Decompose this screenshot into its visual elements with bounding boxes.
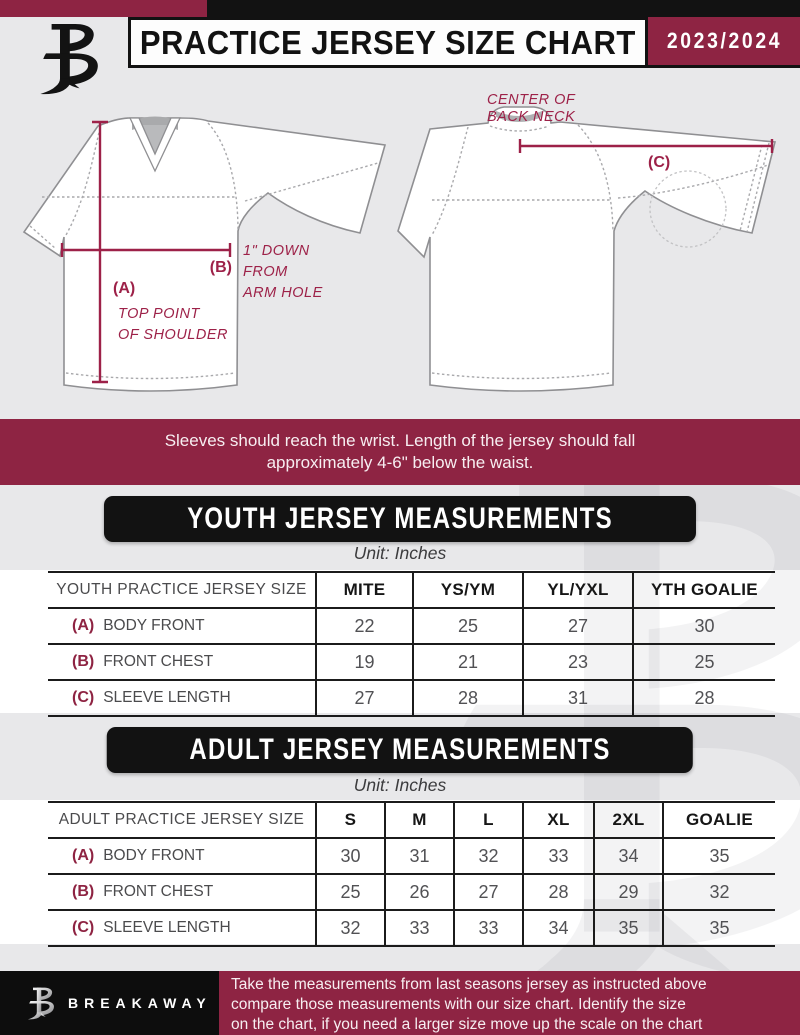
youth-row-c-tag: (C) xyxy=(72,689,95,706)
adult-row-b-label: FRONT CHEST xyxy=(103,883,214,900)
back-neck-caption-2: BACK NECK xyxy=(487,109,576,125)
front-jersey-drawing xyxy=(24,117,385,392)
table-row xyxy=(48,910,775,946)
front-b-caption-1: 1" DOWN xyxy=(243,243,310,259)
adult-col-header-0: ADULT PRACTICE JERSEY SIZE xyxy=(48,802,316,838)
adult-col-header-4: XL xyxy=(523,802,594,838)
back-neck-caption-1: CENTER OF xyxy=(487,92,576,108)
front-b-tag: (B) xyxy=(209,259,232,276)
adult-row-b-tag: (B) xyxy=(72,883,95,900)
youth-size-table xyxy=(48,571,775,717)
fit-notice-line-2: approximately 4-6" below the waist. xyxy=(266,453,534,472)
footer-brand-block xyxy=(0,971,219,1035)
table-row xyxy=(48,874,775,910)
adult-size-table xyxy=(48,801,775,947)
table-row xyxy=(48,838,775,874)
adult-b-goalie: 32 xyxy=(663,874,775,910)
youth-b-ysym: 21 xyxy=(413,644,523,680)
adult-row-a-label: BODY FRONT xyxy=(103,847,205,864)
adult-c-xl: 34 xyxy=(523,910,594,946)
youth-header-row xyxy=(48,572,775,608)
youth-a-goalie: 30 xyxy=(633,608,775,644)
youth-row-b-label: FRONT CHEST xyxy=(103,653,214,670)
front-b-caption-3: ARM HOLE xyxy=(243,285,323,301)
front-b-caption-2: FROM xyxy=(243,264,288,280)
back-c-tag: (C) xyxy=(648,154,671,171)
youth-col-header-4: YTH GOALIE xyxy=(633,572,775,608)
youth-section-header xyxy=(104,496,696,542)
table-row xyxy=(48,608,775,644)
top-accent-bar-maroon xyxy=(0,0,207,17)
adult-b-l: 27 xyxy=(454,874,523,910)
front-a-tag: (A) xyxy=(113,280,136,297)
adult-c-goalie: 35 xyxy=(663,910,775,946)
season-label: 2023/2024 xyxy=(666,28,782,53)
adult-header-row xyxy=(48,802,775,838)
jersey-measurement-diagram xyxy=(0,85,800,420)
adult-c-m: 33 xyxy=(385,910,454,946)
adult-unit-label: Unit: Inches xyxy=(353,775,447,795)
youth-row-a-label: BODY FRONT xyxy=(103,617,205,634)
adult-col-header-6: GOALIE xyxy=(663,802,775,838)
adult-b-m: 26 xyxy=(385,874,454,910)
season-box xyxy=(648,17,800,68)
back-jersey-drawing xyxy=(398,92,775,391)
front-a-caption-2: OF SHOULDER xyxy=(118,327,228,343)
youth-row-c-label: SLEEVE LENGTH xyxy=(103,689,231,706)
adult-a-2xl: 34 xyxy=(594,838,663,874)
adult-col-header-3: L xyxy=(454,802,523,838)
youth-col-header-1: MITE xyxy=(316,572,413,608)
footer-instruction-line-3: on the chart, if you need a larger size move up the scale on the chart xyxy=(231,1015,703,1033)
adult-row-c-tag: (C) xyxy=(72,919,95,936)
adult-b-xl: 28 xyxy=(523,874,594,910)
youth-c-goalie: 28 xyxy=(633,680,775,716)
footer xyxy=(0,971,800,1035)
table-row xyxy=(48,644,775,680)
adult-col-header-5: 2XL xyxy=(594,802,663,838)
adult-a-s: 30 xyxy=(316,838,385,874)
youth-c-ylyxl: 31 xyxy=(523,680,633,716)
adult-a-l: 32 xyxy=(454,838,523,874)
adult-c-2xl: 35 xyxy=(594,910,663,946)
adult-a-xl: 33 xyxy=(523,838,594,874)
adult-row-c-label: SLEEVE LENGTH xyxy=(103,919,231,936)
youth-unit-label: Unit: Inches xyxy=(353,543,447,563)
youth-row-a-tag: (A) xyxy=(72,617,95,634)
fit-notice-line-1: Sleeves should reach the wrist. Length of the jersey should fall xyxy=(164,431,636,450)
youth-row-b-tag: (B) xyxy=(72,653,95,670)
footer-instructions xyxy=(219,971,800,1035)
table-row xyxy=(48,680,775,716)
page-title-box xyxy=(128,17,648,68)
youth-b-goalie: 25 xyxy=(633,644,775,680)
youth-col-header-0: YOUTH PRACTICE JERSEY SIZE xyxy=(48,572,316,608)
youth-c-ysym: 28 xyxy=(413,680,523,716)
youth-c-mite: 27 xyxy=(316,680,413,716)
front-a-caption-1: TOP POINT xyxy=(118,306,200,322)
adult-row-a-tag: (A) xyxy=(72,847,95,864)
youth-a-mite: 22 xyxy=(316,608,413,644)
brand-name: BREAKAWAY xyxy=(68,995,212,1011)
adult-col-header-1: S xyxy=(316,802,385,838)
adult-section-title: ADULT JERSEY MEASUREMENTS xyxy=(189,733,611,766)
fit-notice-banner xyxy=(0,419,800,485)
youth-section-title: YOUTH JERSEY MEASUREMENTS xyxy=(187,502,613,535)
youth-col-header-2: YS/YM xyxy=(413,572,523,608)
adult-a-m: 31 xyxy=(385,838,454,874)
page-title: PRACTICE JERSEY SIZE CHART xyxy=(140,23,636,61)
youth-col-header-3: YL/YXL xyxy=(523,572,633,608)
breakaway-logo-icon-footer xyxy=(24,987,56,1020)
footer-instruction-line-2: compare those measurements with our size chart. Identify the size xyxy=(231,995,686,1013)
adult-a-goalie: 35 xyxy=(663,838,775,874)
adult-b-s: 25 xyxy=(316,874,385,910)
adult-c-l: 33 xyxy=(454,910,523,946)
adult-b-2xl: 29 xyxy=(594,874,663,910)
adult-c-s: 32 xyxy=(316,910,385,946)
youth-b-mite: 19 xyxy=(316,644,413,680)
top-accent-bar xyxy=(0,0,800,17)
youth-b-ylyxl: 23 xyxy=(523,644,633,680)
adult-section-header xyxy=(107,727,693,773)
footer-instruction-line-1: Take the measurements from last seasons jersey as instructed above xyxy=(231,975,707,993)
youth-a-ylyxl: 27 xyxy=(523,608,633,644)
adult-col-header-2: M xyxy=(385,802,454,838)
youth-a-ysym: 25 xyxy=(413,608,523,644)
